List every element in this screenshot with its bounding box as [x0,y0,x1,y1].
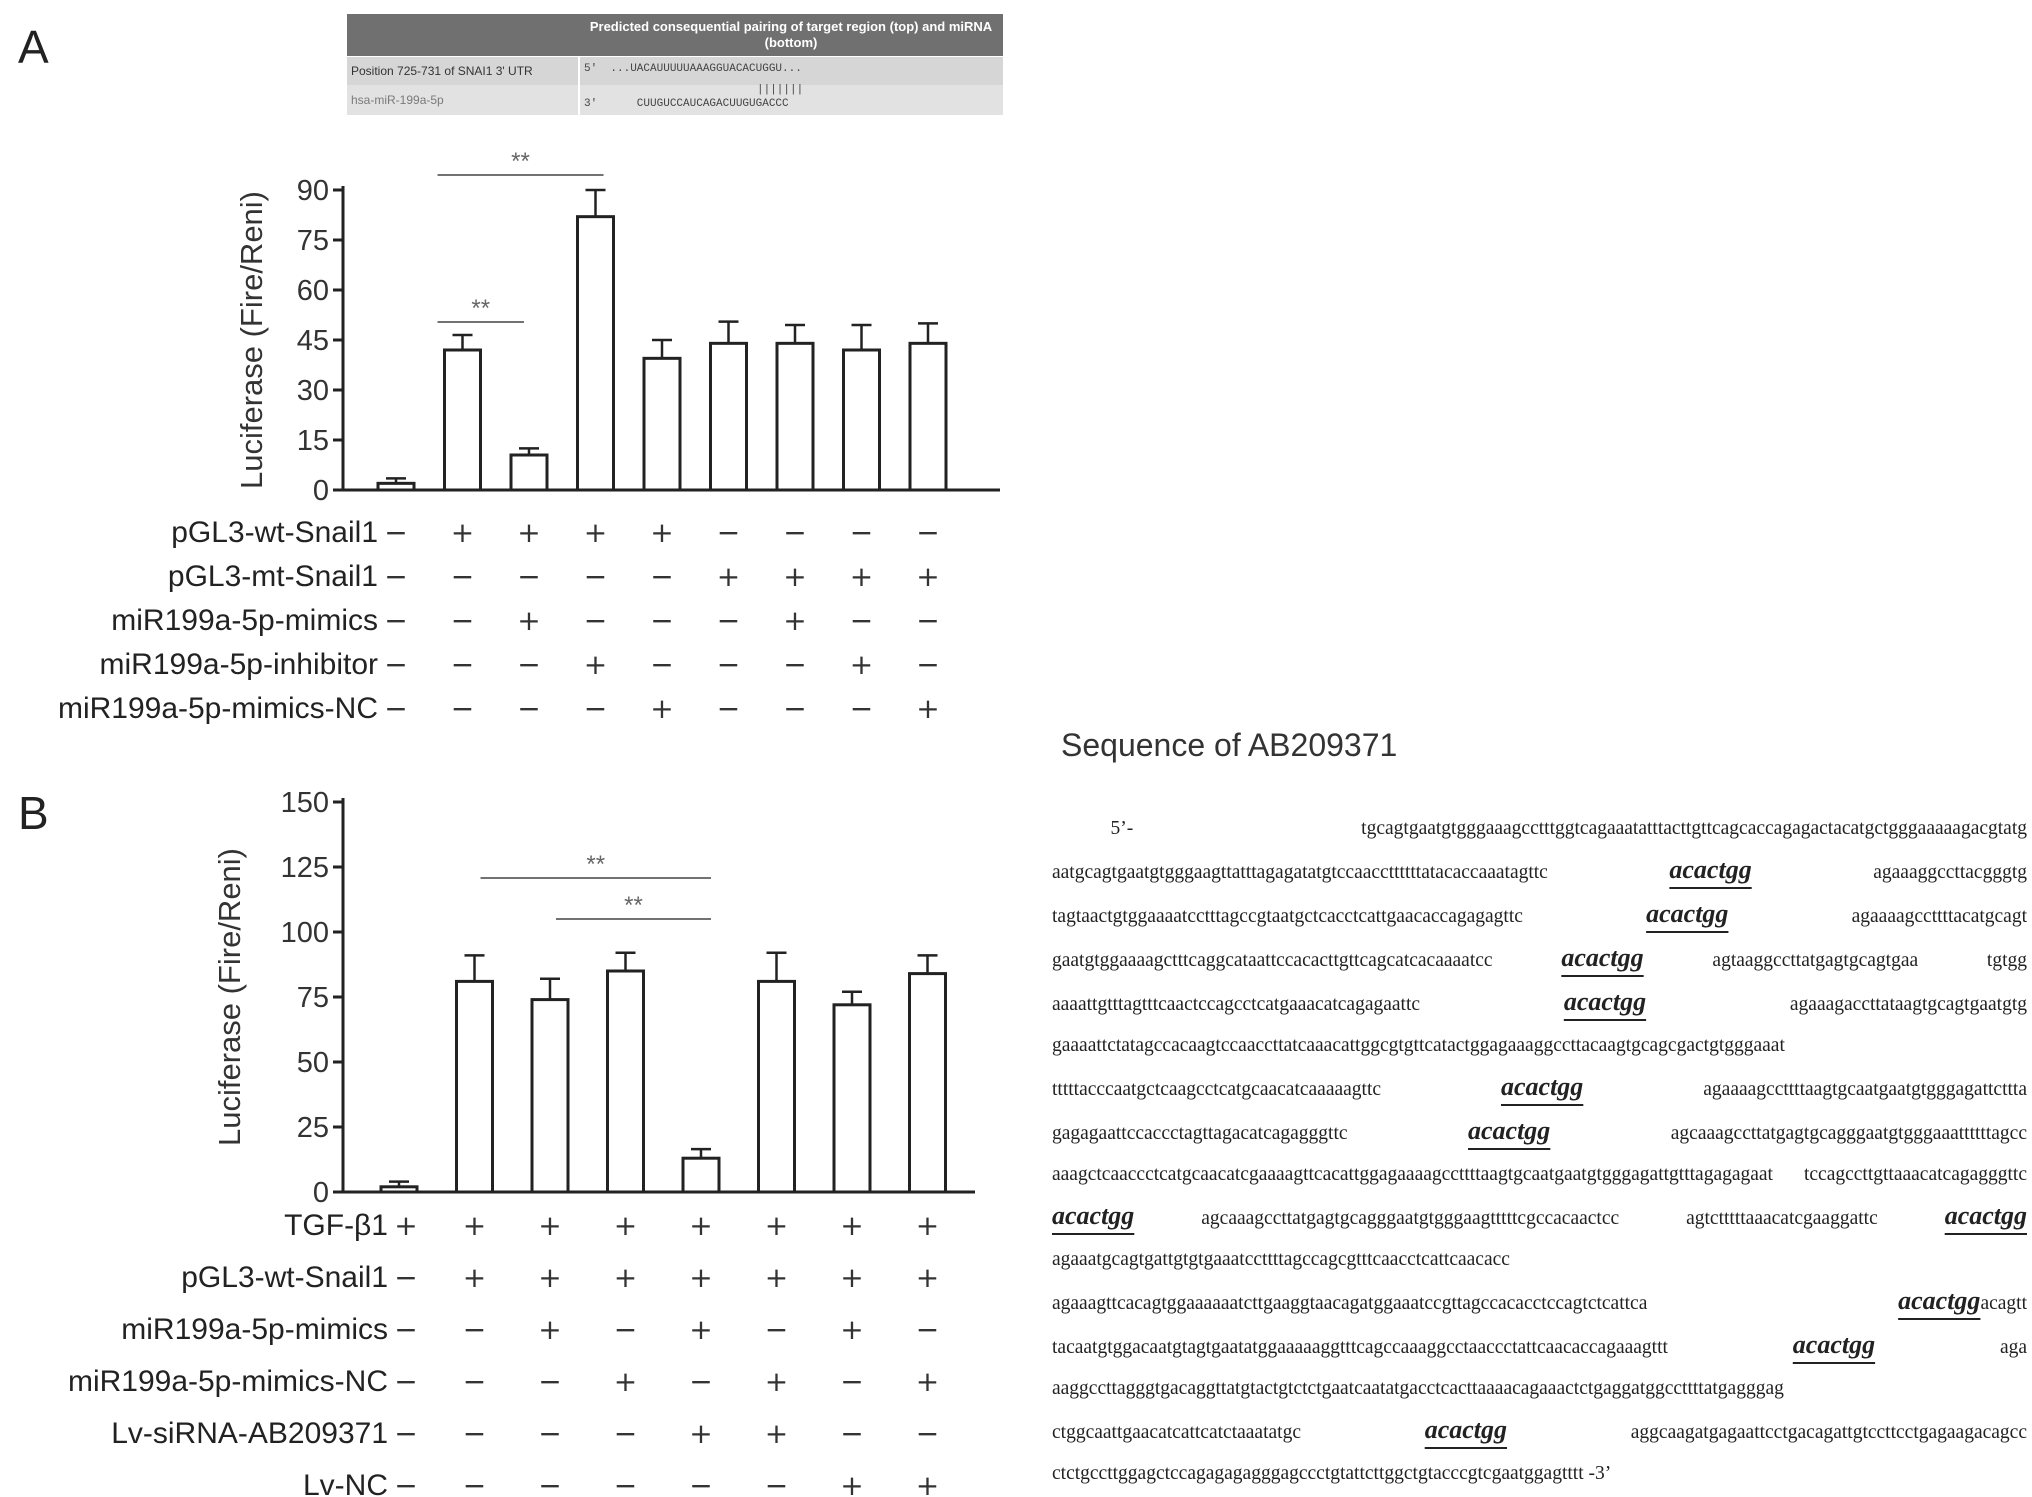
condition-sign: + [783,560,807,593]
condition-sign: − [394,1365,418,1398]
motif-acactgg: acactgg [1561,943,1644,972]
condition-sign: − [450,604,475,637]
condition-sign: − [650,560,674,593]
bar [910,974,946,1192]
sequence-segment: acagtt tacaatgtggacaatgtagtgaatatggaaaaaggtttcagccaaaggcctaaccctattcaacaccagaaagttt [1052,1293,2027,1358]
bar [445,350,481,490]
condition-sign: + [583,648,608,681]
sequence-segment: aga aaggccttagggtgacaggttatgtactgtctctgaatcaatatgacctcacttaaaacagaaactctgaggatggccttttatgagggag ctggcaattgaacatcattcatctaaatatgc [1052,1337,2027,1443]
condition-sign: − [394,1417,418,1450]
condition-sign: + [840,1469,864,1497]
bar [834,1005,870,1192]
sequence-segment: agaaaagccttttacatgcagt gaatgtggaaaagctttcaggcataattccacacttgttcagcatcacaaaatcc [1052,906,2027,971]
condition-sign: + [764,1261,789,1294]
condition-sign: − [764,1469,789,1497]
condition-row-label: miR199a-5p-mimics-NC [57,692,378,725]
condition-sign: + [916,692,940,725]
condition-sign: − [583,604,608,637]
condition-sign: + [764,1209,789,1242]
condition-sign: − [915,1313,940,1346]
condition-sign: + [764,1365,789,1398]
condition-sign: + [538,1209,562,1242]
motif-acactgg: acactgg [1468,1116,1551,1145]
condition-row-label: miR199a-5p-mimics [121,1313,388,1346]
y-tick-label: 0 [312,475,329,507]
y-tick-label: 45 [296,325,329,357]
condition-sign: + [613,1365,638,1398]
condition-sign: − [849,604,874,637]
table-header: Predicted consequential pairing of target region (top) and miRNA (bottom) [579,14,1003,57]
table-row-target-seq [579,57,1003,86]
bar [511,455,547,490]
significance-label: ** [471,295,491,322]
bar [381,1187,417,1192]
condition-sign: + [689,1209,713,1242]
condition-sign: − [384,516,408,549]
condition-sign: + [916,560,940,593]
motif-acactgg: acactgg [1646,899,1729,928]
condition-sign: − [517,560,541,593]
y-tick-label: 150 [280,787,329,819]
y-tick-label: 30 [296,375,329,407]
y-tick-label: 15 [296,425,329,457]
condition-sign: − [716,516,741,549]
condition-sign: − [783,648,807,681]
condition-sign: − [384,692,408,725]
condition-sign: + [689,1261,713,1294]
bar [777,343,813,490]
condition-sign: − [462,1469,487,1497]
bar [457,981,493,1192]
sequence-title: Sequence of AB209371 [1061,727,1398,763]
condition-sign: − [915,1417,940,1450]
bar [644,358,680,490]
table-row-target-label: Position 725-731 of SNAI1 3' UTR [347,57,579,86]
condition-row-label: miR199a-5p-mimics-NC [67,1365,388,1398]
condition-sign: − [538,1469,562,1497]
condition-sign: − [394,1261,418,1294]
condition-sign: − [764,1313,789,1346]
condition-sign: − [716,692,741,725]
condition-sign: − [462,1417,487,1450]
condition-row-label: miR199a-5p-inhibitor [99,648,378,681]
y-tick-label: 75 [296,225,329,257]
condition-sign: − [517,692,541,725]
y-axis-label: Luciferase (Fire/Reni) [212,847,247,1147]
y-tick-label: 60 [296,275,329,307]
y-tick-label: 75 [296,982,329,1014]
motif-acactgg: acactgg [1501,1072,1584,1101]
sequence-segment: agtaaggccttatgagtgcagtgaa tgtgg aaaattgtttagtttcaactccagcctcatgaaacatcagagaattc [1052,950,2027,1015]
target-pairing-table [347,14,1003,115]
condition-sign: + [840,1313,864,1346]
condition-sign: + [783,604,807,637]
motif-acactgg: acactgg [1944,1201,2027,1230]
condition-sign: − [689,1365,713,1398]
condition-sign: − [916,648,940,681]
condition-sign: − [450,560,475,593]
sequence-segment: 5’- tgcagtgaatgtgggaaagcctttggtcagaaatatttacttgttcagcaccagagactacatgctgggaaaaagacgtatg aatgcagtgaatgtgggaagttatttagagatatgtccaaccttttttatacaccaaatagttc [1052,818,2027,883]
bar [578,217,614,490]
sequence-segment: agcaaagccttatgagtgcagggaatgtgggaaattttttagcc aaagctcaaccctcatgcaacatcgaaaagttcacattggagaaaagccttttaagtgcaatgaatgtgggagattgtttagagagaat tccagccttgttaaacatcagagggttc [1052,1123,2027,1185]
condition-sign: − [783,692,807,725]
condition-sign: + [650,516,674,549]
bar [608,971,644,1192]
condition-sign: − [538,1417,562,1450]
condition-sign: + [764,1417,789,1450]
bar [844,350,880,490]
table-row-mirna-seq [579,85,1003,115]
condition-sign: − [840,1417,864,1450]
sequence-segment: agaaagaccttataagtgcagtgaatgtg gaaaattctatagccacaagtccaaccttatcaaacattggcgtgttcatactggagaaaggccttacaagtgcagcgactgtgggaaat tttttacccaatgctcaagcctcatgcaacatcaaaaagttc [1052,994,2027,1100]
motif-acactgg: acactgg [1898,1286,1981,1315]
table-header-blank [347,14,579,57]
condition-sign: + [915,1469,940,1497]
condition-sign: + [915,1209,940,1242]
condition-sign: − [394,1469,418,1497]
y-tick-label: 100 [280,917,329,949]
condition-row-label: miR199a-5p-mimics [111,604,378,637]
condition-sign: + [462,1261,487,1294]
sequence-segment: agaaaagccttttaagtgcaatgaatgtgggagattcttta gagagaattccaccctagttagacatcagagggttc [1052,1079,2027,1144]
chart-a [0,130,1030,730]
condition-sign: + [517,604,541,637]
condition-sign: − [613,1469,638,1497]
motif-acactgg: acactgg [1052,1201,1135,1230]
condition-sign: + [462,1209,487,1242]
condition-sign: + [716,560,741,593]
y-tick-label: 50 [296,1047,329,1079]
y-tick-label: 125 [280,852,329,884]
condition-row-label: pGL3-mt-Snail1 [167,560,378,593]
table-row-mirna-label: hsa-miR-199a-5p [347,85,579,115]
pairing-lines: ||||||| [757,84,804,96]
condition-sign: − [538,1365,562,1398]
condition-sign: + [915,1261,940,1294]
condition-sign: − [462,1313,487,1346]
chart-b [0,780,1030,1497]
condition-sign: − [462,1365,487,1398]
condition-row-label: pGL3-wt-Snail1 [181,1261,388,1294]
condition-sign: + [517,516,541,549]
significance-label: ** [624,892,643,919]
condition-sign: − [689,1469,713,1497]
bar [378,483,414,490]
condition-sign: − [384,648,408,681]
condition-sign: + [650,692,674,725]
condition-sign: − [384,604,408,637]
condition-sign: − [650,648,674,681]
condition-sign: + [689,1417,713,1450]
condition-sign: − [450,648,475,681]
y-tick-label: 90 [296,175,329,207]
condition-sign: − [394,1313,418,1346]
motif-acactgg: acactgg [1669,855,1752,884]
condition-row-label: TGF-β1 [284,1209,388,1242]
condition-sign: − [583,692,608,725]
condition-sign: − [384,560,408,593]
panel-a-letter: A [18,21,49,73]
condition-sign: + [613,1261,638,1294]
condition-sign: + [538,1313,562,1346]
condition-sign: − [650,604,674,637]
condition-sign: − [583,560,608,593]
significance-label: ** [586,851,606,878]
sequence-segment: agcaaagccttatgagtgcagggaatgtgggaagtttttcgccacaactcc agtctttttaaacatcgaaggattc [1134,1208,1945,1229]
condition-sign: − [916,604,940,637]
condition-sign: − [916,516,940,549]
bar [711,343,747,490]
condition-sign: + [840,1209,864,1242]
y-tick-label: 25 [296,1112,329,1144]
condition-sign: − [517,648,541,681]
y-axis-label: Luciferase (Fire/Reni) [234,190,269,490]
y-tick-label: 0 [312,1177,329,1209]
bar [910,343,946,490]
condition-sign: − [849,516,874,549]
condition-sign: − [716,648,741,681]
sequence-text [1052,808,2027,1494]
condition-sign: − [840,1365,864,1398]
condition-row-label: Lv-NC [302,1469,388,1497]
condition-sign: + [689,1313,713,1346]
bar [759,981,795,1192]
bar [532,1000,568,1192]
condition-sign: − [849,692,874,725]
sequence-segment: agaaaggccttacgggtg tagtaactgtggaaaatcctttagccgtaatgctcacctcattgaacaccagagagttc [1052,862,2027,927]
condition-sign: + [915,1365,940,1398]
sequence-segment: agaaatgcagtgattgtgtgaaatccttttagccagcgtttcaacctcattcaacacc agaaagttcacagtggaaaaaatcttgaaggtaacagatggaaatccgttagccacacctccagtctcattca [1052,1249,1899,1314]
condition-sign: + [849,648,874,681]
condition-sign: − [613,1313,638,1346]
target-sequence: 5' ...UACAUUUUUAAAGGUACACUGGU... [584,63,802,75]
condition-sign: + [394,1209,418,1242]
condition-sign: + [538,1261,562,1294]
motif-acactgg: acactgg [1792,1330,1876,1359]
condition-sign: − [783,516,807,549]
condition-sign: − [716,604,741,637]
panel-b-letter: B [18,787,49,839]
mirna-sequence: 3' CUUGUCCAUCAGACUUGUGACCC [584,98,789,110]
condition-sign: + [849,560,874,593]
condition-sign: + [613,1209,638,1242]
condition-row-label: Lv-siRNA-AB209371 [111,1417,388,1450]
condition-sign: − [450,692,475,725]
significance-label: ** [511,148,530,175]
condition-sign: + [840,1261,864,1294]
motif-acactgg: acactgg [1563,987,1647,1016]
condition-sign: + [583,516,608,549]
motif-acactgg: acactgg [1424,1415,1508,1444]
condition-sign: + [450,516,475,549]
condition-row-label: pGL3-wt-Snail1 [171,516,378,549]
bar [683,1158,719,1192]
sequence-segment: aggcaagatgagaattcctgacagattgtccttcctgagaagacagcc ctctgccttggagctccagagagagggagccctgtattcttggctgtacccgtcgaatggagtttt -3’ [1052,1422,2027,1484]
condition-sign: − [613,1417,638,1450]
